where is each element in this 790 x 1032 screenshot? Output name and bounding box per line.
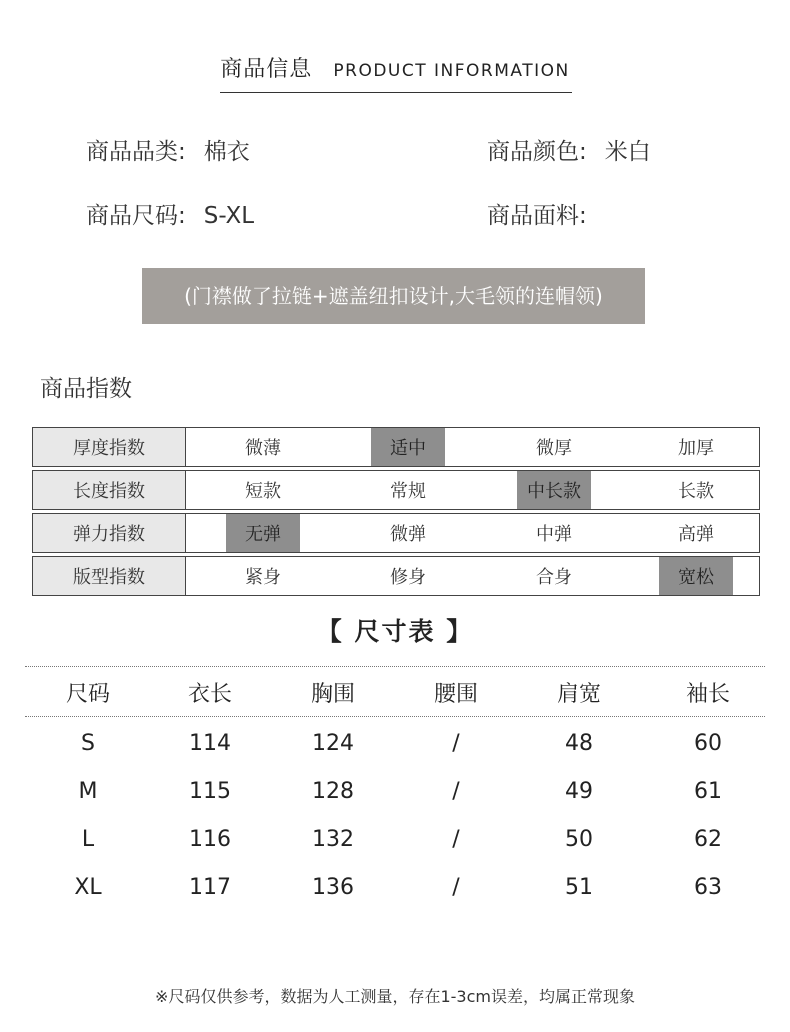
index-row-label: 厚度指数 bbox=[33, 428, 186, 466]
size-header-cell: 腰围 bbox=[433, 682, 478, 707]
index-option: 短款 bbox=[245, 481, 281, 502]
size-table-cell: M bbox=[78, 779, 98, 804]
size-table-cell: / bbox=[452, 779, 460, 804]
size-table-cell: 117 bbox=[189, 875, 231, 900]
size-table-cell: 132 bbox=[312, 827, 354, 852]
size-table-cell: 50 bbox=[565, 827, 593, 852]
size-table-row bbox=[0, 772, 790, 812]
index-row bbox=[32, 556, 760, 596]
index-row-label: 版型指数 bbox=[33, 557, 186, 595]
size-table-cell: XL bbox=[74, 875, 102, 900]
size-table-cell: / bbox=[452, 827, 460, 852]
header-underline bbox=[220, 92, 572, 93]
size-table-top-rule bbox=[25, 666, 765, 667]
index-row-options bbox=[186, 514, 759, 552]
index-row bbox=[32, 470, 760, 510]
info-color-value: 米白 bbox=[604, 139, 651, 165]
info-size-label: 商品尺码: bbox=[86, 203, 186, 229]
index-option: 修身 bbox=[390, 567, 426, 588]
index-row-options bbox=[186, 557, 759, 595]
index-option: 常规 bbox=[390, 481, 426, 502]
index-option: 微薄 bbox=[245, 438, 281, 459]
header-title-cn: 商品信息 bbox=[220, 57, 313, 82]
size-table-cell: / bbox=[452, 731, 460, 756]
size-table-cell: 128 bbox=[312, 779, 354, 804]
info-category-value: 棉衣 bbox=[203, 139, 250, 165]
footnote: ※尺码仅供参考，数据为人工测量，存在1-3cm误差，均属正常现象 bbox=[155, 987, 635, 1006]
info-color-label: 商品颜色: bbox=[487, 139, 587, 165]
index-option: 中弹 bbox=[536, 524, 572, 545]
info-fabric-label: 商品面料: bbox=[487, 203, 587, 229]
index-row-options bbox=[186, 471, 759, 509]
size-table-title: 【 尺寸表 】 bbox=[316, 617, 474, 646]
size-table-header bbox=[0, 675, 790, 715]
size-table-cell: 116 bbox=[189, 827, 231, 852]
size-table-cell: L bbox=[81, 827, 95, 852]
index-row bbox=[32, 513, 760, 553]
size-table-cell: 60 bbox=[694, 731, 722, 756]
index-row-label: 弹力指数 bbox=[33, 514, 186, 552]
index-option: 微弹 bbox=[390, 524, 426, 545]
info-color bbox=[487, 133, 651, 166]
index-option: 长款 bbox=[678, 481, 714, 502]
index-title: 商品指数 bbox=[40, 376, 132, 402]
size-header-cell: 袖长 bbox=[685, 682, 730, 707]
size-table-cell: 61 bbox=[694, 779, 722, 804]
index-option-selected: 中长款 bbox=[517, 471, 591, 509]
size-table-row bbox=[0, 820, 790, 860]
size-table-row bbox=[0, 868, 790, 908]
size-table-cell: 115 bbox=[189, 779, 231, 804]
index-option-selected: 宽松 bbox=[659, 557, 733, 595]
index-option: 高弹 bbox=[678, 524, 714, 545]
size-table-row bbox=[0, 724, 790, 764]
size-header-cell: 肩宽 bbox=[556, 682, 601, 707]
index-row-label: 长度指数 bbox=[33, 471, 186, 509]
size-table-cell: 62 bbox=[694, 827, 722, 852]
size-header-cell: 衣长 bbox=[187, 682, 232, 707]
size-table-header-rule bbox=[25, 716, 765, 717]
info-category bbox=[86, 133, 250, 166]
size-table-cell: 136 bbox=[312, 875, 354, 900]
size-header-cell: 胸围 bbox=[310, 682, 355, 707]
size-table-cell: 63 bbox=[694, 875, 722, 900]
info-fabric bbox=[487, 197, 605, 230]
size-header-cell: 尺码 bbox=[65, 682, 110, 707]
size-table-cell: / bbox=[452, 875, 460, 900]
size-table-cell: S bbox=[81, 731, 95, 756]
info-size-value: S-XL bbox=[203, 203, 255, 229]
design-note-banner: (门襟做了拉链+遮盖纽扣设计,大毛领的连帽领) bbox=[142, 268, 645, 324]
info-size bbox=[86, 197, 254, 230]
index-row-options bbox=[186, 428, 759, 466]
index-option: 紧身 bbox=[245, 567, 281, 588]
index-option: 合身 bbox=[536, 567, 572, 588]
section-header bbox=[0, 52, 790, 83]
header-title-en: PRODUCT INFORMATION bbox=[333, 61, 570, 81]
size-table-cell: 51 bbox=[565, 875, 593, 900]
size-table-cell: 124 bbox=[312, 731, 354, 756]
index-option: 加厚 bbox=[678, 438, 714, 459]
size-table-cell: 114 bbox=[189, 731, 231, 756]
size-table-cell: 49 bbox=[565, 779, 593, 804]
size-table-cell: 48 bbox=[565, 731, 593, 756]
info-category-label: 商品品类: bbox=[86, 139, 186, 165]
index-row bbox=[32, 427, 760, 467]
index-option-selected: 无弹 bbox=[226, 514, 300, 552]
index-option-selected: 适中 bbox=[371, 428, 445, 466]
index-option: 微厚 bbox=[536, 438, 572, 459]
